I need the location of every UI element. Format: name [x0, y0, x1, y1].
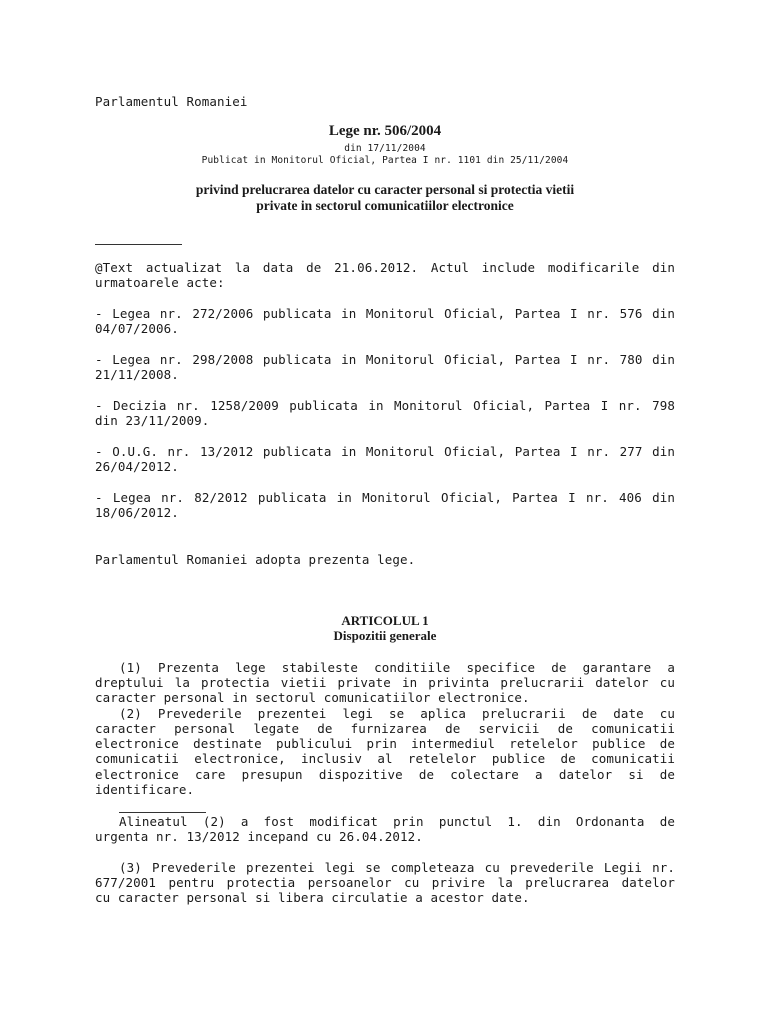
- paragraph-2-line-2: caracter personal legate de furnizarea de servicii de comunicatii: [95, 721, 675, 736]
- paragraph-3-line-2: 677/2001 pentru protectia persoanelor cu privire la prelucrarea datelor: [95, 875, 675, 890]
- amendment-2-line-1: - Legea nr. 298/2008 publicata in Monitorul Oficial, Partea I nr. 780 din: [95, 352, 675, 367]
- law-date: din 17/11/2004: [344, 143, 426, 154]
- amendment-4-line-2: 26/04/2012.: [95, 459, 179, 474]
- note-rule: [119, 812, 206, 813]
- paragraph-2-line-3: electronice destinate publicului prin intermediul retelelor publice de: [95, 736, 675, 751]
- paragraph-1-line-1: (1) Prezenta lege stabileste conditiile specifice de garantare a: [119, 660, 675, 675]
- publication-info: Publicat in Monitorul Oficial, Partea I nr. 1101 din 25/11/2004: [201, 155, 569, 166]
- amendment-3-line-1: - Decizia nr. 1258/2009 publicata in Monitorul Oficial, Partea I nr. 798: [95, 398, 675, 413]
- adoption-statement: Parlamentul Romaniei adopta prezenta lege.: [95, 552, 416, 567]
- paragraph-3-line-1: (3) Prevederile prezentei legi se completeaza cu prevederile Legii nr.: [119, 860, 675, 875]
- article-number: ARTICOLUL 1: [341, 613, 429, 628]
- paragraph-3-line-3: cu caracter personal si libera circulatie a acestor date.: [95, 890, 530, 905]
- amendment-note-line-2: urgenta nr. 13/2012 incepand cu 26.04.2012.: [95, 829, 423, 844]
- subject-line-1: privind prelucrarea datelor cu caracter personal si protectia vietii: [195, 182, 575, 197]
- update-note-line-1: @Text actualizat la data de 21.06.2012. Actul include modificarile din: [95, 260, 675, 275]
- paragraph-2-line-1: (2) Prevederile prezentei legi se aplica prelucrarii de date cu: [119, 706, 675, 721]
- paragraph-2-line-5: electronice care presupun dispozitive de colectare a datelor si de: [95, 767, 675, 782]
- amendment-5-line-1: - Legea nr. 82/2012 publicata in Monitorul Oficial, Partea I nr. 406 din: [95, 490, 675, 505]
- amendment-3-line-2: din 23/11/2009.: [95, 413, 210, 428]
- issuer: Parlamentul Romaniei: [95, 94, 248, 109]
- article-title: Dispozitii generale: [333, 628, 437, 643]
- amendment-4-line-1: - O.U.G. nr. 13/2012 publicata in Monitorul Oficial, Partea I nr. 277 din: [95, 444, 675, 459]
- amendment-5-line-2: 18/06/2012.: [95, 505, 179, 520]
- paragraph-1-line-2: dreptului la protectia vietii private in privinta prelucrarii datelor cu: [95, 675, 675, 690]
- paragraph-2-line-4: comunicatii electronice, inclusiv al retelelor publice de comunicatii: [95, 751, 675, 766]
- amendment-1-line-2: 04/07/2006.: [95, 321, 179, 336]
- amendment-1-line-1: - Legea nr. 272/2006 publicata in Monitorul Oficial, Partea I nr. 576 din: [95, 306, 675, 321]
- amendment-note-line-1: Alineatul (2) a fost modificat prin punctul 1. din Ordonanta de: [119, 814, 675, 829]
- paragraph-1-line-3: caracter personal in sectorul comunicatiilor electronice.: [95, 690, 530, 705]
- update-note-line-2: urmatoarele acte:: [95, 275, 225, 290]
- separator-rule: [95, 244, 182, 245]
- subject-line-2: private in sectorul comunicatiilor electronice: [256, 198, 514, 213]
- law-title: Lege nr. 506/2004: [328, 123, 442, 139]
- paragraph-2-line-6: identificare.: [95, 782, 195, 797]
- amendment-2-line-2: 21/11/2008.: [95, 367, 179, 382]
